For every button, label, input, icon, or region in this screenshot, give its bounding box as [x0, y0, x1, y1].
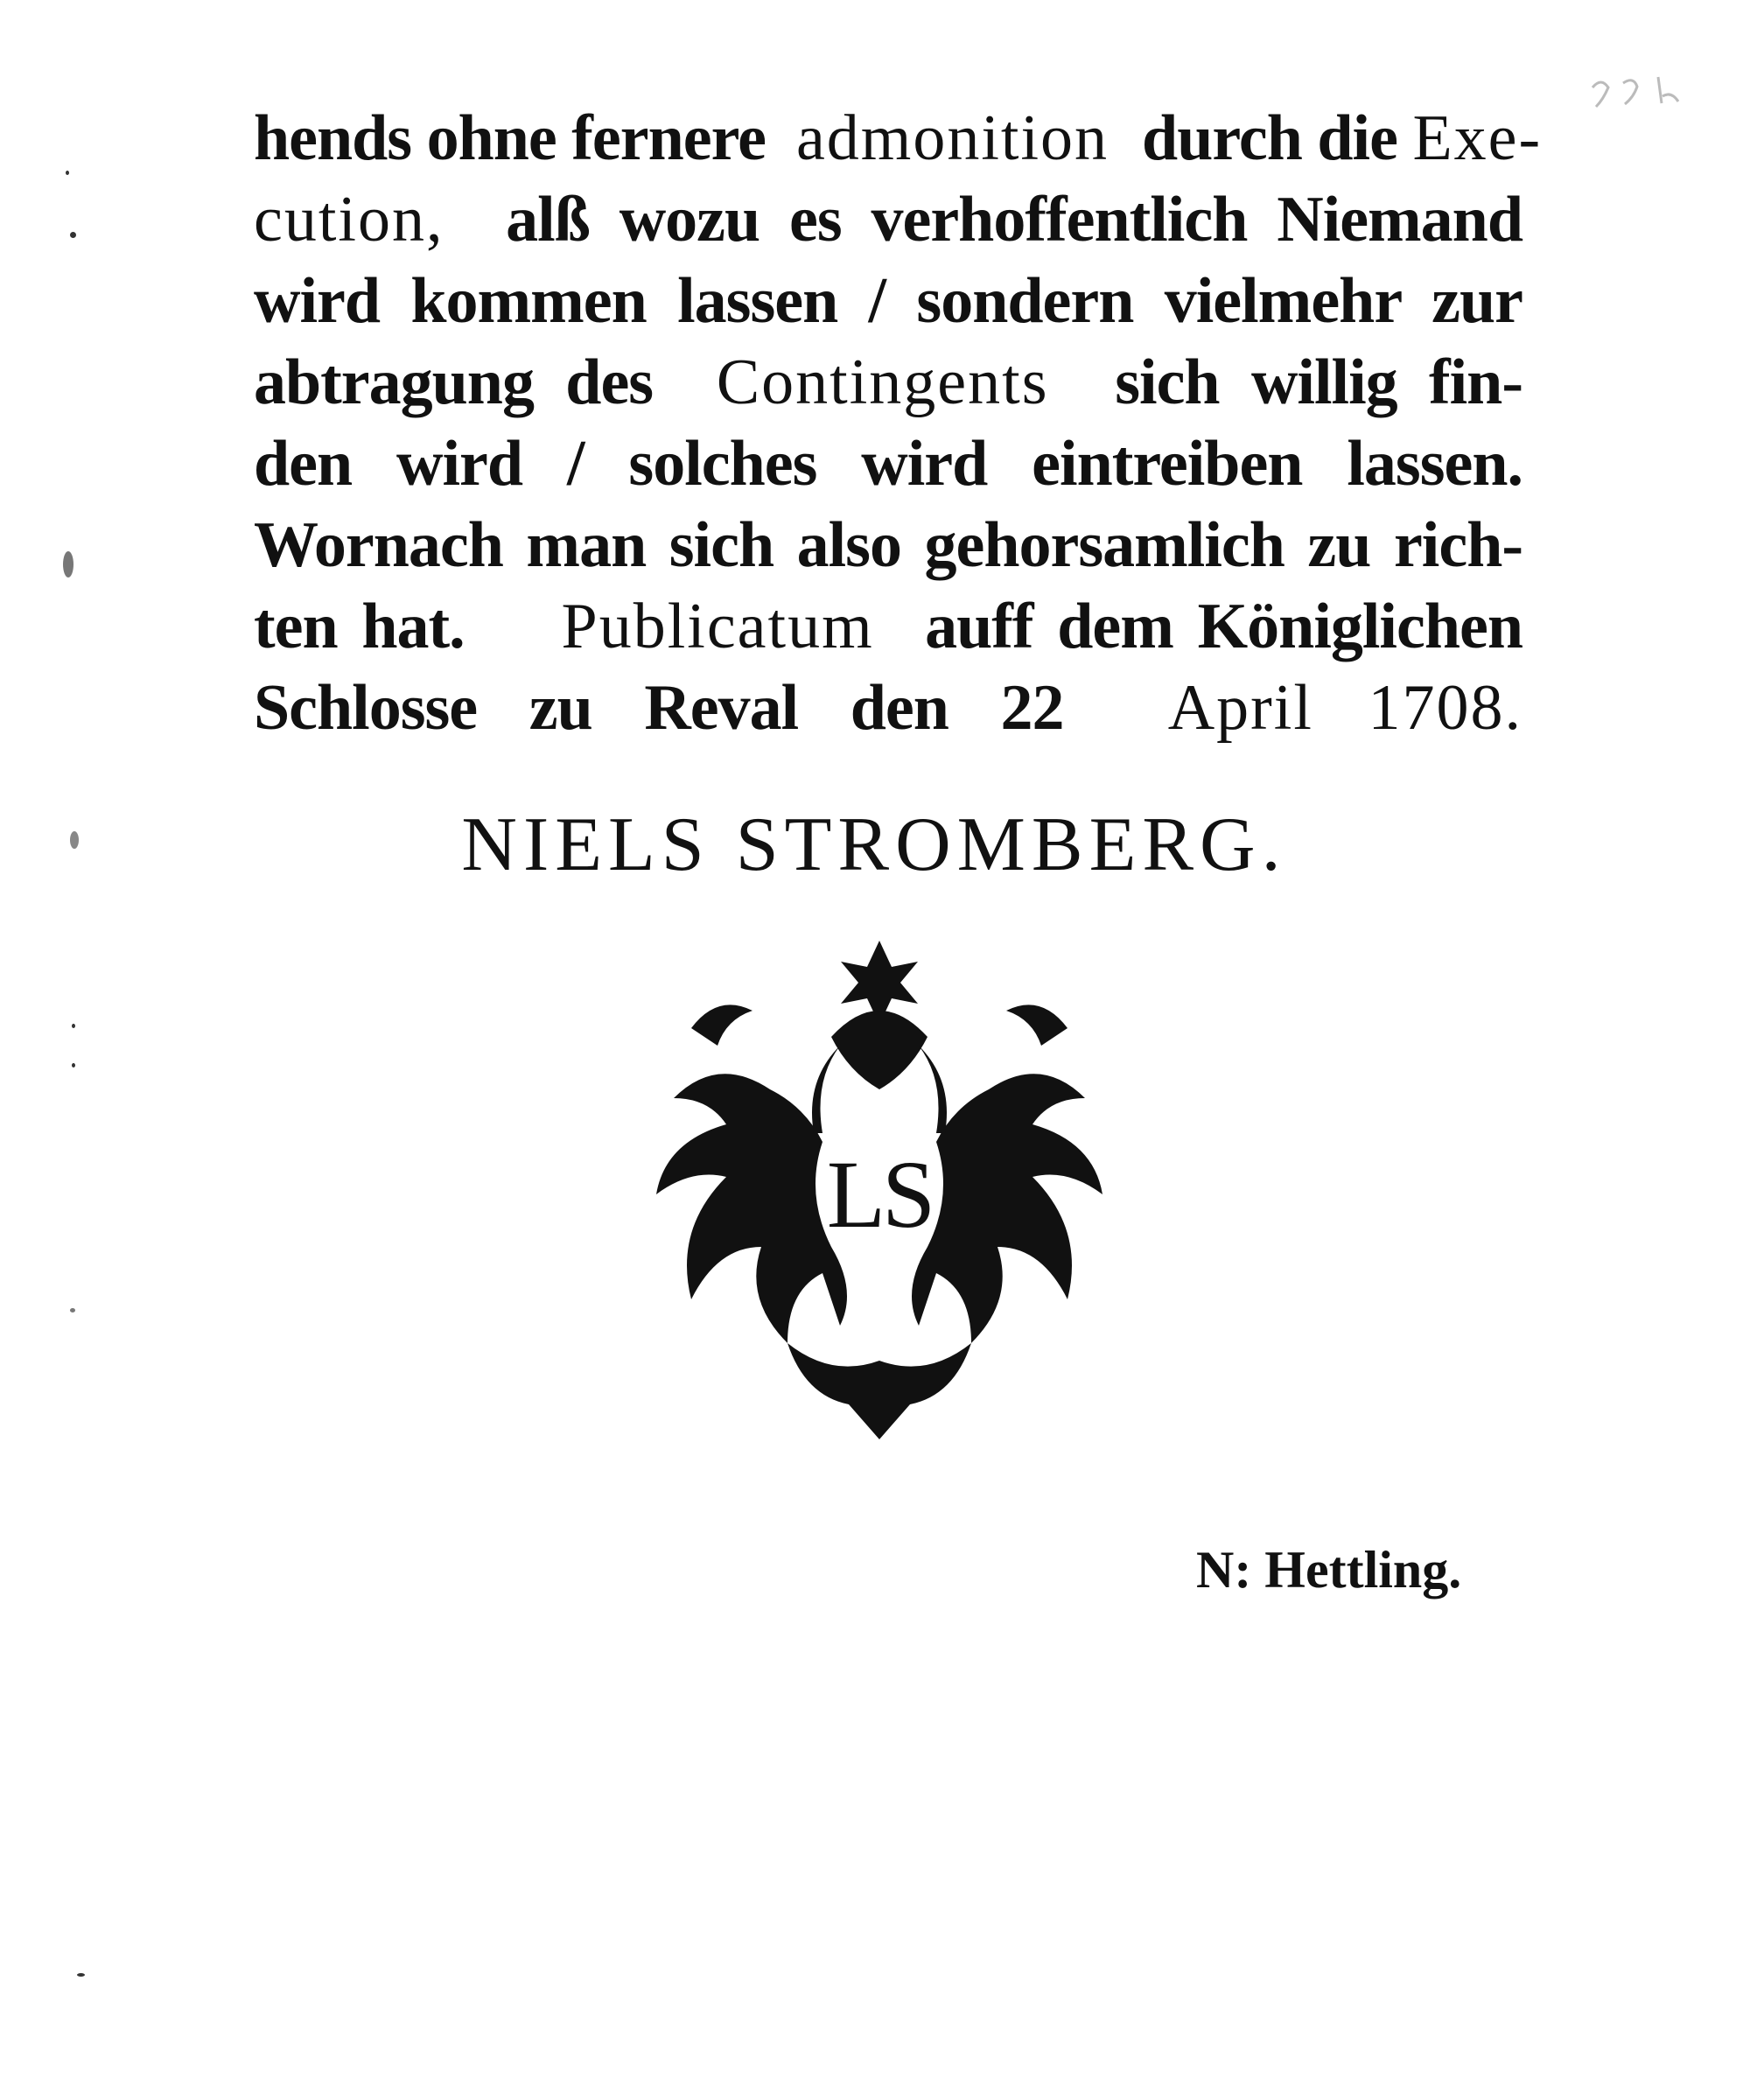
antiqua-segment: Exe-: [1412, 102, 1543, 174]
fraktur-segment: abtragung des: [254, 346, 685, 418]
margin-speck: [72, 1063, 75, 1068]
countersignature: N: Hettling.: [1196, 1541, 1462, 1599]
margin-speck: [66, 171, 69, 175]
fraktur-segment: sich willig fin-: [1115, 346, 1522, 418]
antiqua-segment: admonition: [795, 102, 1127, 174]
fraktur-segment: hends ohne fernere: [254, 102, 781, 174]
antiqua-segment: Publicatum: [561, 591, 901, 662]
fraktur-segment: durch die: [1142, 102, 1397, 174]
margin-speck: [70, 1308, 75, 1312]
seal-wreath: [612, 932, 1146, 1457]
margin-speck: [77, 1973, 85, 1977]
fraktur-segment: auff dem Königlichen: [925, 591, 1522, 662]
text-line: [254, 261, 1522, 342]
fraktur-segment: ten hat.: [254, 591, 537, 662]
text-line: [254, 668, 1522, 749]
fraktur-segment: alß wozu es verhoffentlich Niemand: [506, 184, 1522, 256]
text-line: [254, 586, 1522, 668]
margin-speck: [70, 831, 79, 849]
seal-text: LS: [826, 1141, 933, 1248]
text-line: [254, 342, 1522, 424]
margin-speck: [63, 551, 74, 578]
antiqua-segment: cution,: [254, 184, 477, 256]
fraktur-segment: Schlosse zu Reval den 22: [254, 672, 1116, 744]
antiqua-segment: Contingents: [716, 346, 1083, 418]
fraktur-segment: wird kommen lassen / sondern vielmehr zur: [254, 265, 1522, 337]
margin-speck: [72, 1024, 75, 1028]
text-line: [254, 505, 1522, 586]
antiqua-segment: April 1708.: [1167, 672, 1523, 744]
archive-pencil-mark: [1575, 61, 1732, 158]
fraktur-segment: Wornach man sich also gehorsamlich zu rich-: [254, 509, 1522, 581]
text-line: [254, 424, 1522, 505]
signatory-name: NIELS STROMBERG.: [461, 802, 1287, 887]
proclamation-text: [254, 98, 1543, 749]
text-line: [254, 179, 1522, 261]
text-line: [254, 98, 1543, 179]
fraktur-segment: den wird / solches wird eintreiben lassen.: [254, 428, 1522, 500]
margin-speck: [70, 232, 76, 238]
